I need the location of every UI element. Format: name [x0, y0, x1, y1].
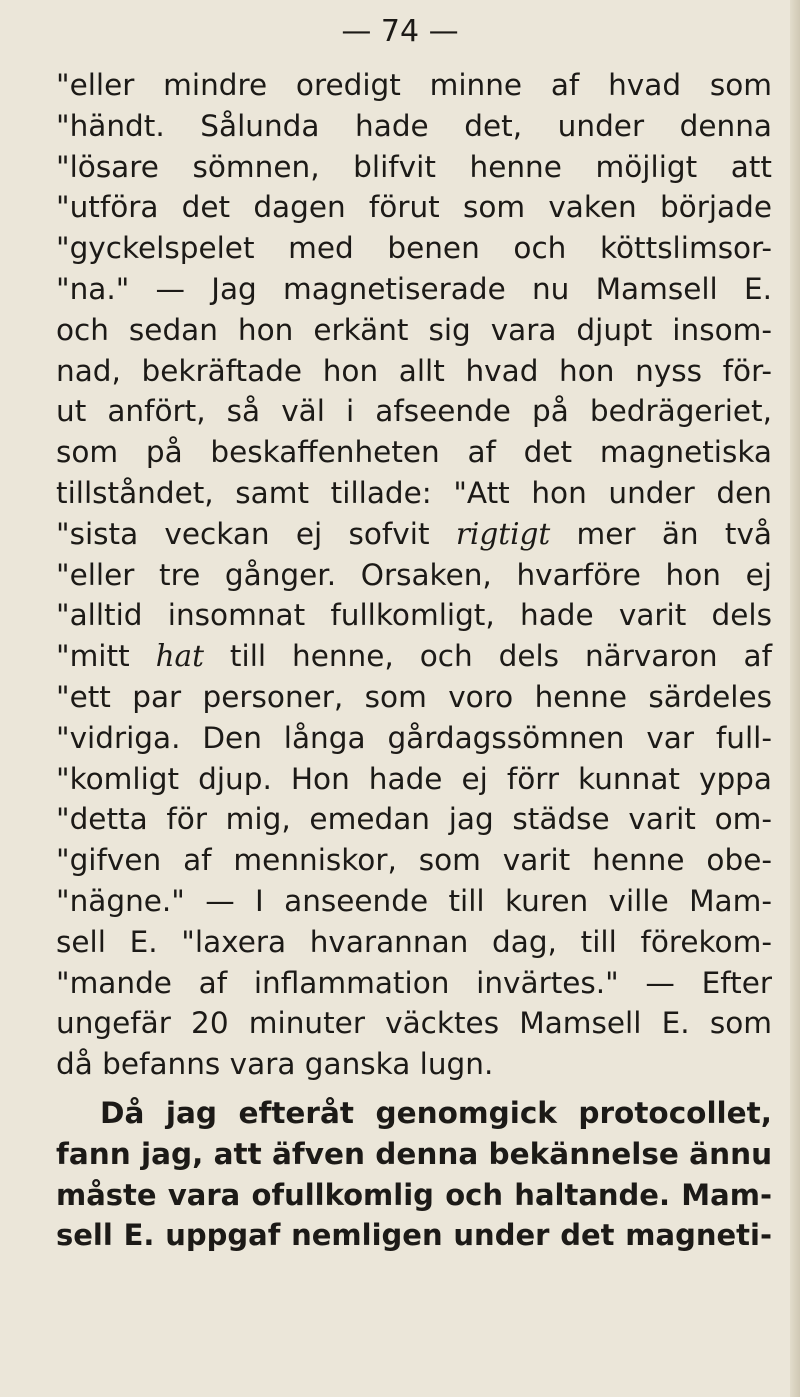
paragraph-1 — [56, 65, 772, 1085]
text-line: Då jag efteråt genomgick protocollet, — [100, 1095, 772, 1130]
text-line: sell E. "laxera hvarannan dag, till förekom- — [56, 924, 772, 959]
text-line: "lösare sömnen, blifvit henne möjligt att — [56, 149, 772, 184]
text-line: fann jag, att äfven denna bekännelse ännu — [56, 1136, 773, 1171]
text-line: "eller tre gånger. Orsaken, hvarföre hon ej — [56, 557, 772, 592]
text-line: som på beskaffenheten af det magnetiska — [56, 435, 772, 470]
text-line: tillståndet, samt tillade: "Att hon under den — [56, 475, 772, 510]
text-line: "na." — Jag magnetiserade nu Mamsell E. — [56, 271, 772, 306]
text-line: "mande af inflammation invärtes." — Efter — [56, 965, 772, 1000]
text-line: "gyckelspelet med benen och köttslimsor- — [56, 231, 772, 266]
text-line: ungefär 20 minuter väcktes Mamsell E. som — [56, 1006, 772, 1041]
text-line: "komligt djup. Hon hade ej förr kunnat yppa — [56, 761, 772, 796]
text-segment: "mitt — [56, 639, 156, 674]
italic-word: hat — [155, 639, 205, 674]
text-line: "detta för mig, emedan jag städse varit om- — [56, 802, 772, 837]
italic-word: rigtigt — [455, 516, 551, 551]
text-line — [56, 636, 772, 677]
paragraph-2 — [56, 1093, 772, 1256]
text-line — [56, 514, 772, 555]
page-edge — [790, 0, 800, 1397]
text-line: och sedan hon erkänt sig vara djupt insom- — [56, 312, 772, 347]
text-line: "eller mindre oredigt minne af hvad som — [56, 68, 772, 102]
text-line: "vidriga. Den långa gårdagssömnen var full- — [56, 720, 772, 755]
text-line: ut anfört, så väl i afseende på bedrägeriet, — [56, 394, 772, 429]
text-segment: mer än två — [550, 516, 772, 551]
text-line: "händt. Sålunda hade det, under denna — [56, 108, 772, 143]
text-line: "utföra det dagen förut som vaken började — [56, 190, 772, 225]
text-line: "ett par personer, som voro henne särdeles — [56, 679, 772, 714]
page-number: — 74 — — [341, 14, 459, 49]
text-line: "nägne." — I anseende till kuren ville Mam- — [56, 883, 772, 918]
text-line: "gifven af menniskor, som varit henne obe- — [56, 843, 772, 878]
text-line: då befanns vara ganska lugn. — [56, 1047, 494, 1082]
text-line: måste vara ofullkomlig och haltande. Mam- — [56, 1177, 772, 1212]
text-line: "alltid insomnat fullkomligt, hade varit dels — [56, 598, 772, 633]
text-line: nad, bekräftade hon allt hvad hon nyss för- — [56, 353, 772, 388]
text-segment: till henne, och dels närvaron af — [204, 639, 772, 674]
body-text — [56, 65, 772, 1256]
text-segment: "sista veckan ej sofvit — [56, 516, 456, 551]
text-line: sell E. uppgaf nemligen under det magneti- — [56, 1218, 772, 1253]
